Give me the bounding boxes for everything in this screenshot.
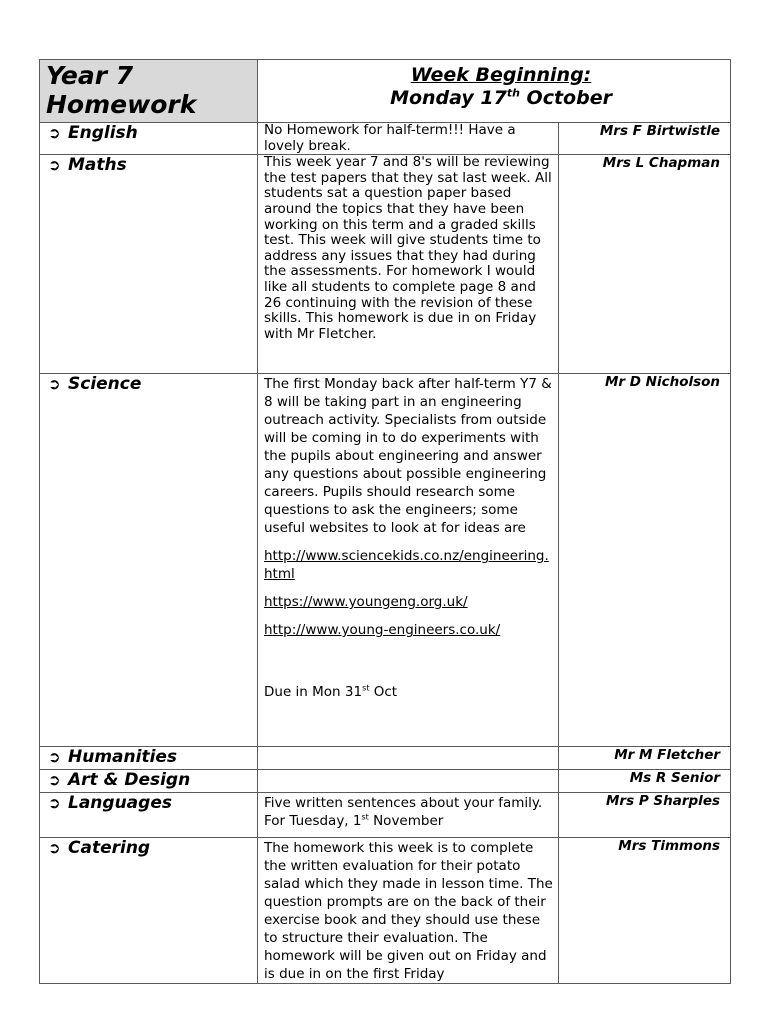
teacher-name: Mr M Fletcher (614, 747, 721, 764)
teacher-name: Ms R Senior (629, 770, 721, 787)
week-date-main: Monday 17 (390, 87, 507, 109)
title-cell (40, 60, 258, 123)
teacher-cell (559, 123, 731, 155)
arrow-icon: ➲ (48, 839, 61, 858)
subject-cell (40, 374, 258, 747)
details-cell (258, 770, 559, 793)
subject-cell (40, 770, 258, 793)
date-suffix: st (361, 812, 369, 822)
details-text: The first Monday back after half-term Y7 & 8 will be taking part in an engineering outreach activity. Specialists from outside will be coming in to do experiments with the pupils about engineering and answer any questions about possible engineering careers. Pupils should research some questions to ask the engineers; some useful websites to look at for ideas are (264, 376, 552, 537)
details-cell (258, 838, 559, 984)
teacher-name: Mrs Timmons (618, 838, 721, 855)
arrow-icon: ➲ (48, 794, 61, 813)
subject-row-languages (40, 793, 731, 838)
subject-name: Science (68, 374, 142, 395)
subject-cell (40, 747, 258, 770)
page-title: Year 7 Homework (46, 61, 197, 119)
week-date-month: October (519, 87, 612, 109)
arrow-icon: ➲ (48, 375, 61, 394)
details-text: This week year 7 and 8's will be reviewing the test papers that they sat last week. All students sat a question paper based around the topics that they have been working on this term and a graded skills test. This week will give students time to address any issues that they had during the assessments. For homework I would like all students to complete page 8 and 26 continuing with the revision of these skills. This homework is due in on Friday with Mr Fletcher. (264, 154, 552, 342)
teacher-name: Mrs F Birtwistle (599, 123, 721, 139)
subject-name: Languages (68, 793, 172, 814)
subject-row-art-design (40, 770, 731, 793)
teacher-cell (559, 793, 731, 838)
details-text: No Homework for half-term!!! Have a lovely break. (264, 122, 516, 154)
details-text (264, 794, 554, 830)
link-young-engineers[interactable]: http://www.young-engineers.co.uk/ (264, 622, 501, 639)
week-beginning-label: Week Beginning: (410, 64, 592, 86)
subject-cell (40, 793, 258, 838)
week-date-suffix: th (506, 86, 520, 100)
details-cell (258, 747, 559, 770)
details-cell (258, 374, 559, 747)
arrow-icon: ➲ (48, 124, 61, 142)
details-text: The homework this week is to complete the written evaluation for their potato salad which they made in lesson time. The question prompts are on the back of their exercise book and they should use these to structure their evaluation. The homework will be given out on Friday and is due in on the first Friday (264, 840, 553, 983)
subject-row-humanities (40, 747, 731, 770)
teacher-cell (559, 747, 731, 770)
teacher-cell (559, 374, 731, 747)
subject-row-science (40, 374, 731, 747)
teacher-cell (559, 155, 731, 374)
week-cell (258, 60, 731, 123)
teacher-name: Mr D Nicholson (604, 374, 721, 391)
details-cell (258, 155, 559, 374)
subject-name: Humanities (68, 747, 178, 768)
week-date (258, 86, 730, 110)
due-date-main: Due in Mon 31 (264, 684, 363, 701)
arrow-icon: ➲ (48, 748, 61, 767)
arrow-icon: ➲ (48, 156, 61, 175)
due-date-suffix: st (362, 683, 370, 693)
subject-cell (40, 155, 258, 374)
header-row (40, 60, 731, 123)
details-main: Five written sentences about your family. For Tuesday, 1 (264, 795, 543, 830)
teacher-cell (559, 770, 731, 793)
details-cell (258, 793, 559, 838)
subject-row-catering (40, 838, 731, 984)
homework-table (39, 59, 731, 984)
subject-row-maths (40, 155, 731, 374)
subject-row-english (40, 123, 731, 155)
due-date-rest: Oct (369, 684, 398, 701)
subject-name: Art & Design (68, 770, 191, 791)
details-cell (258, 123, 559, 155)
details-rest: November (368, 813, 444, 830)
subject-name: Catering (68, 838, 151, 859)
link-youngeng[interactable]: https://www.youngeng.org.uk/ (264, 594, 468, 611)
arrow-icon: ➲ (48, 771, 61, 790)
subject-name: Maths (68, 155, 127, 176)
teacher-name: Mrs P Sharples (606, 793, 721, 810)
subject-cell (40, 123, 258, 155)
due-date-text (264, 683, 554, 701)
subject-name: English (68, 123, 138, 143)
subject-cell (40, 838, 258, 984)
teacher-cell (559, 838, 731, 984)
link-sciencekids[interactable]: http://www.sciencekids.co.nz/engineering.html (264, 548, 549, 583)
teacher-name: Mrs L Chapman (602, 155, 721, 172)
